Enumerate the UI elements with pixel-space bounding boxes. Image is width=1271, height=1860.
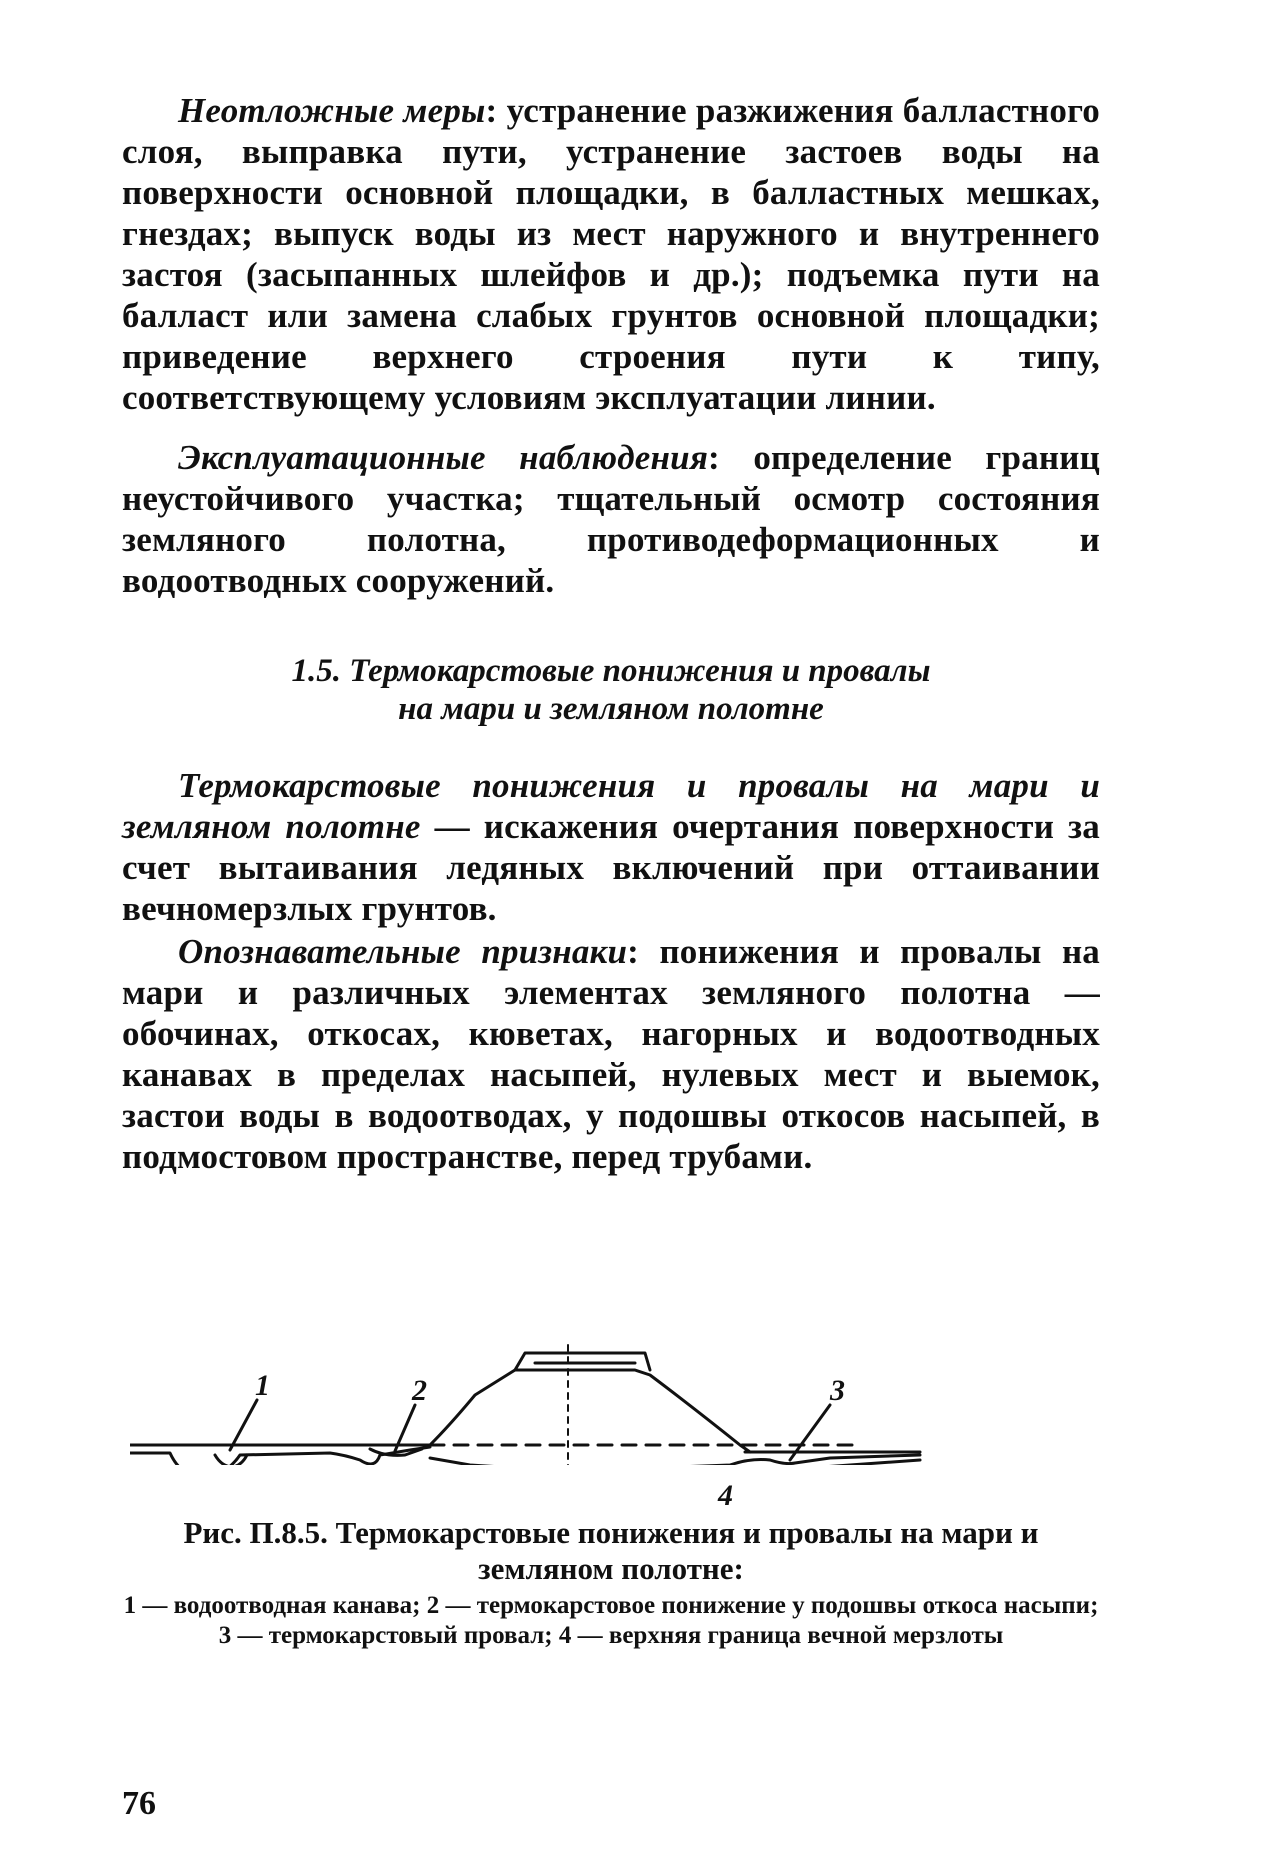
- paragraph-term: Неотложные меры: [178, 91, 486, 130]
- figure-caption-title: Рис. П.8.5. Термокарстовые понижения и провалы на мари и земляном полотне:: [183, 1515, 1039, 1586]
- paragraph-definition: [122, 765, 1100, 929]
- paragraph-term: Опознавательные признаки: [178, 932, 628, 971]
- section-heading: [122, 652, 1100, 728]
- paragraph-body: — искажения очертания поверхности за счет вытаивания ледяных включений при оттаивании вечномерзлых грунтов.: [122, 807, 1100, 928]
- paragraph-urgent-measures: [122, 90, 1100, 418]
- diagram-label-layer: [130, 1255, 1110, 1515]
- page-number: 76: [122, 1785, 156, 1822]
- paragraph-body: : устранение разжижения балластного слоя, выправка пути, устранение застоев воды на поверхности основной площадки, в балластных мешках, гнездах; выпуск воды из мест наружного и внутреннего застоя (засыпанных шлейфов и др.); подъемка пути на балласт или замена слабых грунтов основной площадки; приведение верхнего строения пути к типу, соответствующему условиям эксплуатации линии.: [122, 91, 1100, 417]
- paragraph-identifying-signs: [122, 931, 1100, 1177]
- diagram-label-1: 1: [255, 1369, 270, 1402]
- section-heading-line-2: на мари и земляном полотне: [398, 691, 824, 727]
- section-heading-line-1: 1.5. Термокарстовые понижения и провалы: [291, 653, 931, 689]
- figure-caption-legend: 1 — водоотводная канава; 2 — термокарстовое понижение у подошвы откоса насыпи; 3 — термокарстовый провал; 4 — верхняя граница вечной мерзлоты: [123, 1592, 1099, 1649]
- paragraph-term: Термокарстовые понижения и провалы на мари и земляном полотне: [122, 766, 1100, 846]
- paragraph-observations: [122, 437, 1100, 601]
- paragraph-term: Эксплуатационные наблюдения: [178, 438, 709, 477]
- paragraph-body: : определение границ неустойчивого участка; тщательный осмотр состояния земляного полотна, противодеформационных и водоотводных сооружений.: [122, 438, 1100, 600]
- diagram-label-3: 3: [830, 1374, 845, 1407]
- paragraph-body: : понижения и провалы на мари и различных элементах земляного полотна — обочинах, откосах, кюветах, нагорных и водоотводных канавах в пределах насыпей, нулевых мест и выемок, застои воды в водоотводах, у подошвы откосов насыпей, в подмостовом пространстве, перед трубами.: [122, 932, 1101, 1176]
- diagram-label-4: 4: [718, 1479, 733, 1512]
- figure-caption: [122, 1515, 1100, 1651]
- diagram-label-2: 2: [412, 1374, 427, 1407]
